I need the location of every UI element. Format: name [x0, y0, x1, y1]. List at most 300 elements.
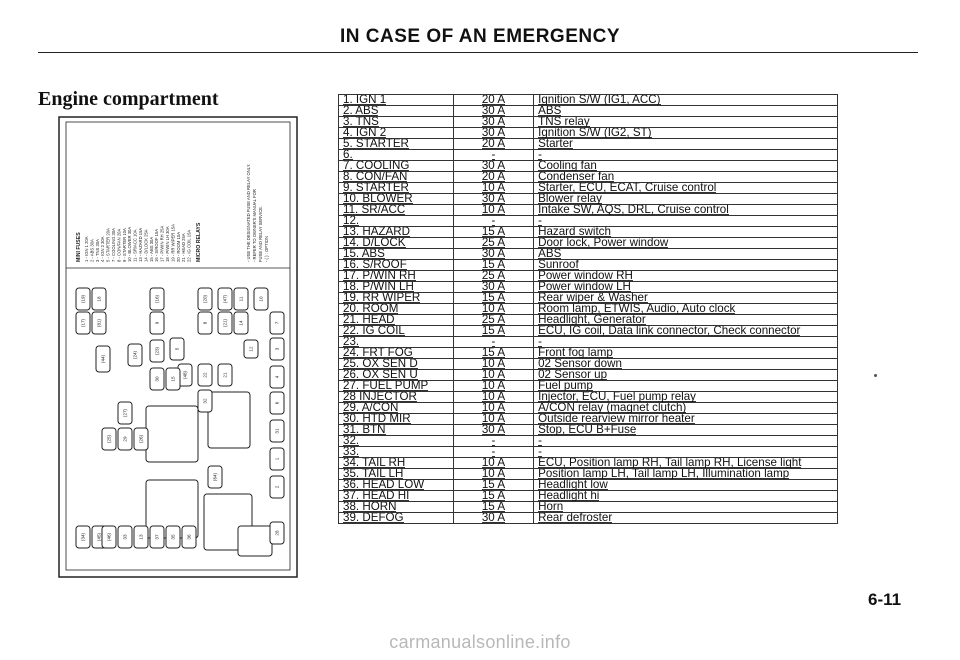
fuse-name-text: 6. [343, 149, 353, 161]
fuse-row [339, 458, 838, 469]
fuse-amperage-text: 30 A [481, 424, 506, 436]
fuse-amperage-text: 10 A [481, 204, 506, 216]
fuse-name-text: 26. OX SEN U [343, 369, 418, 381]
fuse-circuit [534, 194, 838, 205]
fuse-amperage-text: 30 A [481, 127, 506, 139]
diagram-label-text: 10 - BLOWER 30A [127, 226, 133, 262]
fuse-circuit [534, 381, 838, 392]
fuse-circuit [534, 337, 838, 348]
fuse-name-text: 37. HEAD HI [343, 490, 410, 502]
fuse-amperage [453, 403, 533, 414]
fuse-circuit [534, 491, 838, 502]
fuse-name [339, 425, 454, 436]
fuse-name-text: 9. STARTER [343, 182, 409, 194]
fuse-circuit-text: ABS [538, 105, 562, 117]
diagram-label-text: FUSE AND RELAY SERVICE. [258, 205, 263, 262]
fuse-amperage [453, 293, 533, 304]
fuse-name-text: 14. D/LOCK [343, 237, 406, 249]
fuse-name-text: 27. FUEL PUMP [343, 380, 429, 392]
fuse-name-text: 17. P/WIN RH [343, 270, 416, 282]
fuse-slot-label: (25) [106, 434, 112, 444]
fuse-row [339, 425, 838, 436]
fuse-circuit-text: Starter, ECU, ECAT, Cruise control [538, 182, 717, 194]
fuse-name [339, 227, 454, 238]
fuse-name-text: 25. OX SEN D [343, 358, 418, 370]
fuse-row [339, 117, 838, 128]
fuse-row [339, 315, 838, 326]
fuse-circuit-text: Headlight low [538, 479, 608, 491]
fuse-circuit [534, 513, 838, 524]
fuse-amperage [453, 128, 533, 139]
fuse-circuit-text: Position lamp LH, Tail lamp LH, Illumination lamp [538, 468, 790, 480]
fuse-name [339, 359, 454, 370]
fuse-name [339, 194, 454, 205]
fuse-circuit-text: Rear defroster [538, 512, 613, 524]
fuse-name-text: 19. RR WIPER [343, 292, 421, 304]
fuse-row [339, 249, 838, 260]
fuse-row [339, 293, 838, 304]
fuse-circuit-text: Horn [538, 501, 564, 513]
fuse-slot-label: (48) [182, 370, 188, 380]
fuse-name [339, 403, 454, 414]
fuse-slot-label: 29 [122, 436, 128, 442]
fuse-circuit-text: Intake SW, AQS, DRL, Cruise control [538, 204, 729, 216]
fuse-name-text: 5. STARTER [343, 138, 409, 150]
fuse-amperage [453, 326, 533, 337]
fuse-row [339, 227, 838, 238]
fuse-row [339, 359, 838, 370]
watermark: carmanualsonline.info [389, 632, 571, 652]
fuse-amperage [453, 282, 533, 293]
fuse-slot-label: 6 [274, 401, 280, 405]
fuse-slot-label: 3 [274, 347, 280, 351]
fuse-amperage-text: 30 A [481, 512, 506, 524]
fuse-amperage-text: 10 A [481, 380, 506, 392]
fuse-amperage [453, 227, 533, 238]
fuse-circuit [534, 139, 838, 150]
fuse-circuit-text: TNS relay [538, 116, 590, 128]
fuse-name-text: 4. IGN 2 [343, 127, 387, 139]
fuse-name [339, 392, 454, 403]
fuse-amperage-text: 10 A [481, 457, 506, 469]
fuse-name [339, 172, 454, 183]
fuse-slot-label: 36 [186, 534, 192, 540]
fuse-name [339, 183, 454, 194]
diagram-label-text: 21 - HEAD 25A [181, 233, 187, 262]
fuse-row [339, 128, 838, 139]
diagram-label-text: 4 - IGN 2 30A [100, 236, 106, 262]
fuse-name-text: 18. P/WIN LH [343, 281, 414, 293]
fuse-circuit [534, 238, 838, 249]
fuse-amperage [453, 106, 533, 117]
fuse-slot-label: 13 [138, 534, 144, 540]
fuse-amperage [453, 183, 533, 194]
fuse-slot-label: 22 [202, 372, 208, 378]
fuse-name-text: 3. TNS [343, 116, 379, 128]
diagram-label-text: - ( ) : OPTION [264, 235, 269, 262]
diagram-label-text: 5 - STARTER 20A [105, 228, 111, 262]
fuse-row [339, 513, 838, 524]
fuse-name [339, 337, 454, 348]
fuse-amperage-text: 10 A [481, 182, 506, 194]
fuse-circuit-text: Stop, ECU B+Fuse [538, 424, 637, 436]
fuse-name [339, 370, 454, 381]
fuse-name [339, 249, 454, 260]
fuse-circuit [534, 172, 838, 183]
fuse-amperage-text: 10 A [481, 468, 506, 480]
fuse-name [339, 436, 454, 447]
fuse-name-text: 8. CON/FAN [343, 171, 408, 183]
fuse-circuit-text: Fuel pump [538, 380, 593, 392]
fuse-name-text: 22. IG COIL [343, 325, 405, 337]
fuse-amperage [453, 139, 533, 150]
fuse-row [339, 414, 838, 425]
fuse-row [339, 480, 838, 491]
fuse-circuit-text: Headlight, Generator [538, 314, 646, 326]
fuse-row [339, 205, 838, 216]
fuse-name [339, 447, 454, 458]
diagram-label-text: MINI FUSES [76, 232, 82, 262]
fuse-amperage [453, 359, 533, 370]
fuse-circuit [534, 106, 838, 117]
fuse-slot-label: (44) [100, 354, 106, 364]
diagram-label-text: 2 - ABS 30A [89, 239, 95, 262]
diagram-label-text: 13 - HAZARD 15A [138, 227, 143, 262]
fuse-circuit-text: Power window RH [538, 270, 633, 282]
diagram-label-text: - USE THE DESIGNATED FUSE AND RELAY ONLY. [246, 163, 251, 262]
fuse-amperage-text: 10 A [481, 358, 506, 370]
fuse-name [339, 491, 454, 502]
fuse-row [339, 381, 838, 392]
fuse-slot-label: 7 [274, 321, 280, 325]
fuse-circuit-text: Starter [538, 138, 573, 150]
fuse-circuit-text: Hazard switch [538, 226, 611, 238]
fuse-amperage-text: 20 A [481, 171, 506, 183]
fuse-slot-label: 14 [238, 320, 244, 326]
fuse-amperage [453, 436, 533, 447]
fuse-name-text: 16. S/ROOF [343, 259, 407, 271]
fuse-name-text: 32. [343, 435, 360, 447]
fuse-row [339, 304, 838, 315]
fuse-amperage [453, 381, 533, 392]
fuse-name [339, 381, 454, 392]
fuse-circuit-text: Front fog lamp [538, 347, 613, 359]
fuse-name-text: 23. [343, 336, 360, 348]
fuse-circuit [534, 260, 838, 271]
fuse-name-text: 38. HORN [343, 501, 397, 513]
fuse-slot-label: 5 [174, 347, 180, 351]
fuse-name [339, 238, 454, 249]
fuse-circuit [534, 425, 838, 436]
fuse-circuit-text: Injector, ECU, Fuel pump relay [538, 391, 696, 403]
fuse-circuit [534, 414, 838, 425]
fuse-name-text: 1. IGN 1 [343, 94, 387, 106]
fuse-name [339, 161, 454, 172]
fuse-row [339, 392, 838, 403]
fuse-circuit-text: Room lamp, ETWIS, Audio, Auto clock [538, 303, 736, 315]
fuse-amperage [453, 370, 533, 381]
fuse-name [339, 139, 454, 150]
fuse-amperage-text: 15 A [481, 325, 506, 337]
fuse-slot-label: (16) [154, 294, 160, 304]
fuse-slot-label: 4 [274, 375, 280, 379]
fuse-amperage-text: 10 A [481, 391, 506, 403]
fuse-slot-label: 12 [248, 346, 254, 352]
fuse-name [339, 282, 454, 293]
fuse-name [339, 150, 454, 161]
fuse-name [339, 513, 454, 524]
fuse-slot-label: 2 [274, 485, 280, 489]
fuse-slot-label: (45) [96, 532, 102, 542]
fuse-slot-label: (20) [202, 294, 208, 304]
fuse-circuit [534, 183, 838, 194]
fuse-circuit [534, 128, 838, 139]
fuse-amperage-text: 15 A [481, 501, 506, 513]
fuse-amperage-text: - [491, 336, 496, 348]
fuse-slot-label: 37 [154, 534, 160, 540]
diagram-label-text: - REFER TO OWNER'S MANUAL FOR [252, 189, 257, 262]
fuse-amperage [453, 513, 533, 524]
fuse-amperage-text: 25 A [481, 314, 506, 326]
fuse-circuit [534, 392, 838, 403]
fuse-name-text: 11. SR/ACC [343, 204, 406, 216]
fuse-amperage [453, 315, 533, 326]
diagram-label-text: 15 - ABS 30A [148, 236, 154, 262]
page-title: IN CASE OF AN EMERGENCY [340, 26, 620, 47]
fuse-circuit-text: 02 Sensor up [538, 369, 608, 381]
fuse-name-text: 7. COOLING [343, 160, 410, 172]
fuse-name-text: 15. ABS [343, 248, 385, 260]
fuse-name [339, 205, 454, 216]
fuse-row [339, 106, 838, 117]
fuse-name [339, 502, 454, 513]
fuse-row [339, 216, 838, 227]
fuse-name [339, 414, 454, 425]
fuse-slot-label: 35 [170, 534, 176, 540]
fuse-amperage-text: 10 A [481, 303, 506, 315]
diagram-label-text: 7 - COOLING 30A [111, 228, 116, 262]
fuse-name-text: 35. TAIL LH [343, 468, 404, 480]
fuse-circuit-text: Sunroof [538, 259, 579, 271]
fuse-row [339, 403, 838, 414]
fuse-slot-label: 33 [122, 534, 128, 540]
fuse-slot-label: (34) [80, 532, 86, 542]
fuse-amperage [453, 260, 533, 271]
fuse-slot-label: 1 [274, 457, 280, 461]
fuse-circuit [534, 161, 838, 172]
fuse-amperage-text: 15 A [481, 292, 506, 304]
fuse-circuit [534, 315, 838, 326]
fuse-circuit-text: Outside rearview mirror heater [538, 413, 695, 425]
fuse-amperage-text: 15 A [481, 479, 506, 491]
fuse-amperage [453, 249, 533, 260]
fuse-name-text: 10. BLOWER [343, 193, 413, 205]
fuse-table [338, 94, 838, 524]
fuse-circuit [534, 304, 838, 315]
fuse-amperage-text: 30 A [481, 281, 506, 293]
fuse-name-text: 36. HEAD LOW [343, 479, 425, 491]
fuse-circuit [534, 447, 838, 458]
fuse-row [339, 238, 838, 249]
fuse-slot-label: (21) [222, 318, 228, 328]
fuse-row [339, 447, 838, 458]
fuse-slot-label: 9 [154, 321, 160, 325]
fuse-slot-label: (19) [80, 294, 86, 304]
fuse-name [339, 106, 454, 117]
fuse-row [339, 370, 838, 381]
fuse-name-text: 20. ROOM [343, 303, 399, 315]
fuse-circuit [534, 271, 838, 282]
margin-dot [874, 374, 877, 377]
diagram-label-text: 1 - IGN 1 20A [84, 236, 89, 262]
fuse-name [339, 304, 454, 315]
fuse-name [339, 117, 454, 128]
fuse-circuit-text: Ignition S/W (IG1, ACC) [538, 94, 661, 106]
fuse-slot-label: (24) [132, 350, 138, 360]
fuse-row [339, 469, 838, 480]
fuse-circuit-text: Blower relay [538, 193, 602, 205]
fuse-circuit-text: A/CON relay (magnet clutch) [538, 402, 687, 414]
fuse-row [339, 282, 838, 293]
fuse-row [339, 348, 838, 359]
fuse-circuit-text: - [538, 435, 542, 447]
fuse-row [339, 150, 838, 161]
section-title: Engine compartment [38, 88, 219, 110]
relay-slot [238, 526, 272, 556]
fuse-amperage [453, 238, 533, 249]
diagram-label-text: 22 - IG COIL 15A [186, 229, 192, 262]
diagram-label-text: 3 - TNS 30A [94, 239, 100, 262]
fuse-name [339, 293, 454, 304]
fuse-amperage-text: 20 A [481, 138, 506, 150]
fuse-slot-label: 18 [96, 296, 102, 302]
fuse-slot-label: 31 [274, 428, 280, 434]
fuse-slot-label: 10 [258, 296, 264, 302]
fuse-amperage-text: 15 A [481, 226, 506, 238]
fuse-amperage [453, 337, 533, 348]
fuse-name [339, 458, 454, 469]
fuse-slot-label: (81) [96, 318, 102, 328]
fuse-circuit-text: Power window LH [538, 281, 631, 293]
fuse-row [339, 95, 838, 106]
fuse-circuit [534, 150, 838, 161]
fuse-circuit-text: - [538, 336, 542, 348]
fuse-row [339, 436, 838, 447]
page-number: 6-11 [868, 590, 902, 609]
fuse-amperage-text: - [491, 149, 496, 161]
fuse-name-text: 29. A/CON [343, 402, 399, 414]
fuse-slot-label: 21 [222, 372, 228, 378]
fuse-circuit [534, 293, 838, 304]
fuse-slot-label: 32 [202, 398, 208, 404]
fuse-row [339, 139, 838, 150]
fuse-amperage-text: 30 A [481, 105, 506, 117]
diagram-label-text: 16 - S/ROOF 15A [154, 228, 160, 262]
fuse-amperage [453, 304, 533, 315]
fuse-row [339, 491, 838, 502]
fuse-name-text: 33. [343, 446, 360, 458]
fuse-name-text: 13. HAZARD [343, 226, 411, 238]
fuse-slot-label: (17) [80, 318, 86, 328]
fuse-circuit [534, 249, 838, 260]
fuse-row [339, 183, 838, 194]
fuse-amperage-text: 20 A [481, 94, 506, 106]
fuse-circuit [534, 117, 838, 128]
fuse-circuit [534, 326, 838, 337]
fuse-circuit [534, 348, 838, 359]
fuse-name-text: 34. TAIL RH [343, 457, 406, 469]
fuse-amperage-text: 30 A [481, 116, 506, 128]
fuse-name [339, 326, 454, 337]
diagram-label-text: MICRO RELAYS [196, 222, 202, 262]
fuse-amperage [453, 271, 533, 282]
fuse-amperage-text: 25 A [481, 270, 506, 282]
fuse-circuit-text: Condenser fan [538, 171, 615, 183]
fuse-circuit-text: Ignition S/W (IG2, ST) [538, 127, 652, 139]
fuse-name-text: 30. HTD MIR [343, 413, 411, 425]
fuse-row [339, 326, 838, 337]
fuse-circuit [534, 458, 838, 469]
page-header [0, 0, 960, 50]
diagram-label-text: 18 - P/WIN LH 30A [165, 226, 170, 262]
fuse-row [339, 172, 838, 183]
fuse-amperage [453, 458, 533, 469]
fuse-circuit [534, 370, 838, 381]
fuse-amperage [453, 502, 533, 513]
fuse-row [339, 260, 838, 271]
fuse-circuit-text: Door lock, Power window [538, 237, 669, 249]
fuse-circuit [534, 359, 838, 370]
fuse-name [339, 480, 454, 491]
diagram-label-text: 20 - ROOM 10A [175, 231, 181, 262]
fuse-name-text: 31. BTN [343, 424, 386, 436]
fuse-name [339, 469, 454, 480]
diagram-label-text: 19 - RR WIPER 15A [170, 224, 176, 262]
fuse-amperage-text: 30 A [481, 160, 506, 172]
fuse-circuit [534, 502, 838, 513]
fuse-row [339, 337, 838, 348]
fuse-amperage-text: 15 A [481, 490, 506, 502]
fuse-amperage [453, 480, 533, 491]
fuse-slot-label: (23) [154, 346, 160, 356]
diagram-label-text: 11 - SR/ACC 10A [132, 229, 138, 262]
fuse-name [339, 348, 454, 359]
fuse-amperage [453, 414, 533, 425]
fuse-amperage [453, 194, 533, 205]
fuse-slot-label: 11 [238, 296, 244, 302]
fuse-amperage [453, 216, 533, 227]
fuse-name [339, 95, 454, 106]
fuse-slot-label: (27) [122, 408, 128, 418]
fuse-slot-label: 8 [202, 321, 208, 325]
diagram-label-text: 9 - STARTER 10A [121, 228, 127, 262]
fuse-amperage [453, 161, 533, 172]
fuse-slot-label: 15 [170, 376, 176, 382]
fuse-amperage [453, 425, 533, 436]
fuse-amperage [453, 95, 533, 106]
fuse-name-text: 39. DEFOG [343, 512, 404, 524]
fuse-circuit-text: ABS [538, 248, 562, 260]
fuse-row [339, 161, 838, 172]
fuse-amperage-text: 10 A [481, 413, 506, 425]
fuse-circuit-text: Headlight hi [538, 490, 600, 502]
fuse-row [339, 194, 838, 205]
fuse-amperage [453, 469, 533, 480]
fuse-amperage [453, 205, 533, 216]
fuse-circuit [534, 227, 838, 238]
fuse-name-text: 12. [343, 215, 360, 227]
fuse-circuit-text: - [538, 149, 542, 161]
